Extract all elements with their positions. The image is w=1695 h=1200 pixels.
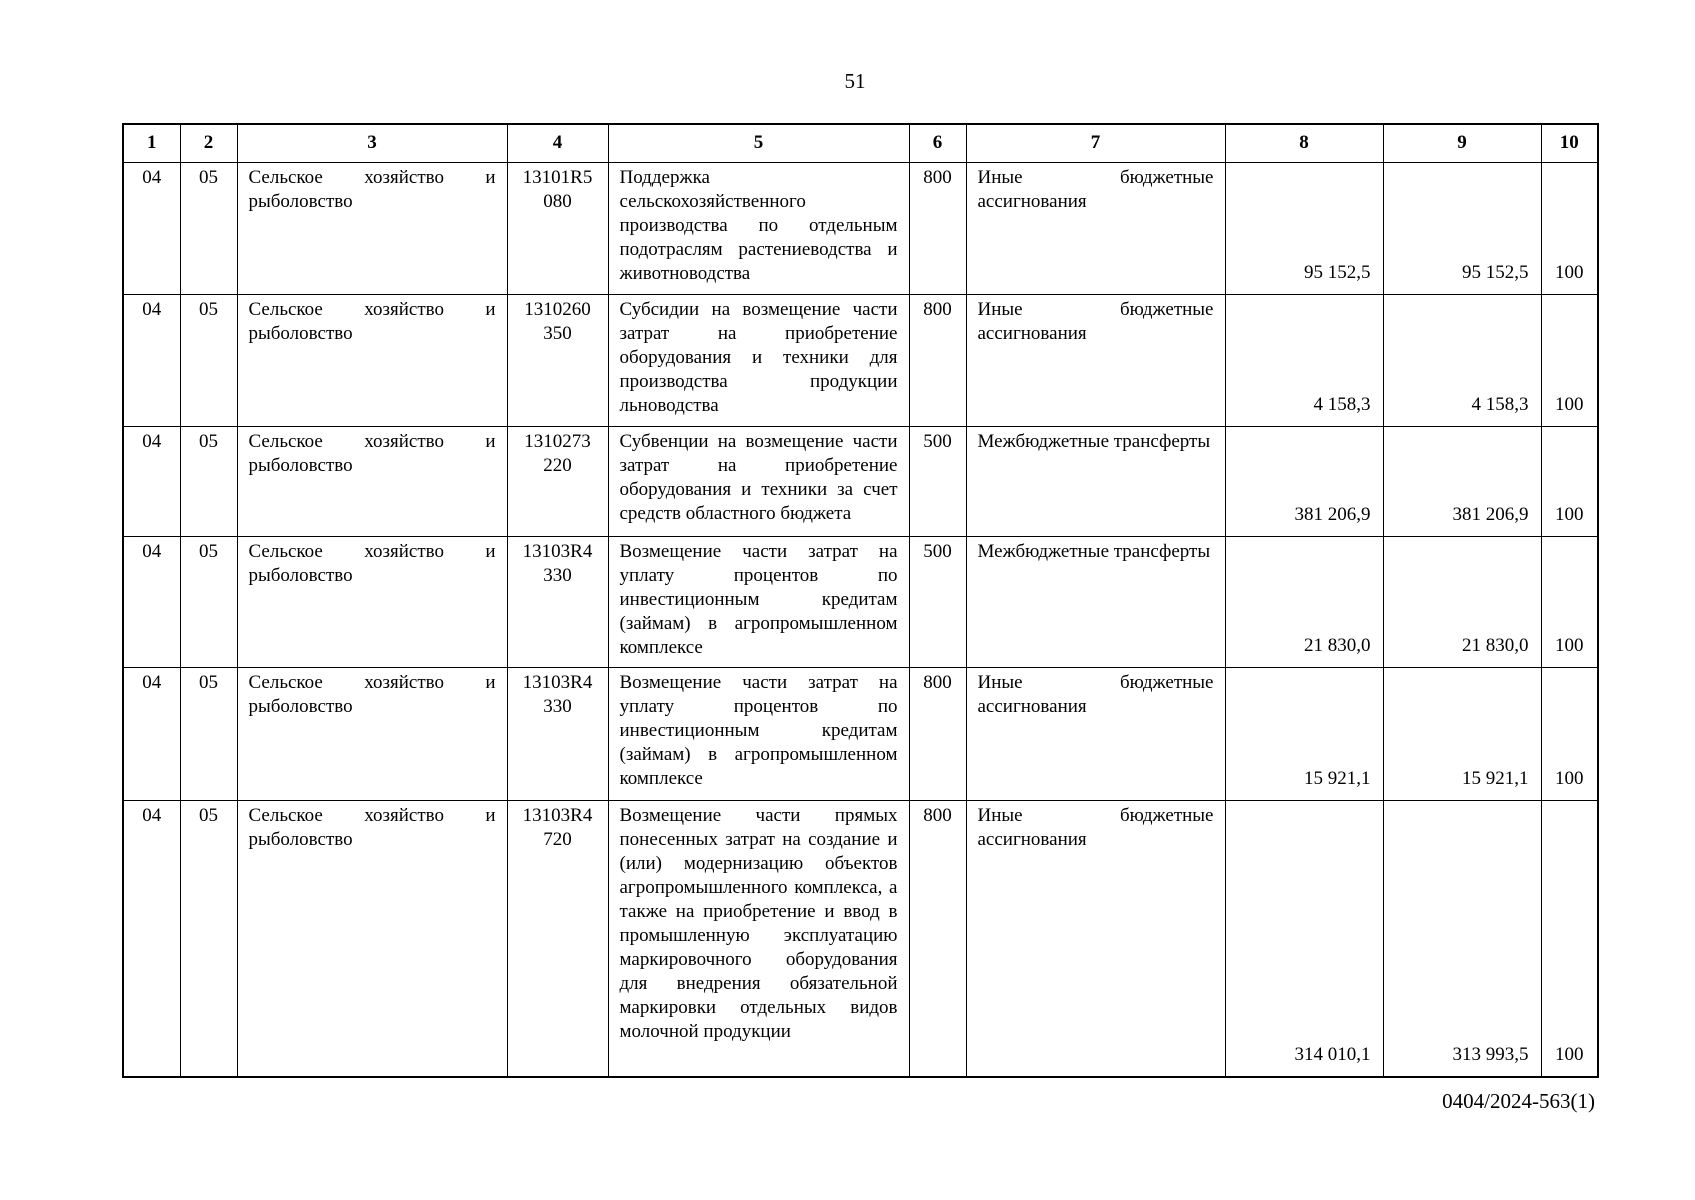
cell-col-4: 13103R4 720 <box>507 800 608 1077</box>
cell-col-7: Иные бюджетные ассигнования <box>966 800 1225 1077</box>
cell-col-1: 04 <box>123 162 180 294</box>
table-row <box>123 294 1598 426</box>
cell-col-9: 95 152,5 <box>1383 162 1541 294</box>
cell-col-3: Сельское хозяйство и рыболовство <box>237 426 507 536</box>
cell-col-5: Возмещение части затрат на уплату процентов по инвестиционным кредитам (займам) в агропромышленном комплексе <box>608 536 909 667</box>
cell-col-6: 500 <box>909 426 966 536</box>
table-row <box>123 667 1598 800</box>
cell-col-2: 05 <box>180 426 237 536</box>
cell-col-9: 381 206,9 <box>1383 426 1541 536</box>
cell-col-4: 1310273 220 <box>507 426 608 536</box>
cell-col-9: 21 830,0 <box>1383 536 1541 667</box>
cell-col-10: 100 <box>1541 294 1598 426</box>
cell-col-1: 04 <box>123 800 180 1077</box>
cell-col-8: 95 152,5 <box>1225 162 1383 294</box>
cell-col-5: Возмещение части затрат на уплату процентов по инвестиционным кредитам (займам) в агропромышленном комплексе <box>608 667 909 800</box>
cell-col-8: 314 010,1 <box>1225 800 1383 1077</box>
cell-col-9: 15 921,1 <box>1383 667 1541 800</box>
cell-col-3: Сельское хозяйство и рыболовство <box>237 294 507 426</box>
cell-col-6: 800 <box>909 162 966 294</box>
cell-col-10: 100 <box>1541 426 1598 536</box>
cell-col-4: 1310260 350 <box>507 294 608 426</box>
cell-col-1: 04 <box>123 536 180 667</box>
page-number: 51 <box>844 69 866 93</box>
cell-col-8: 4 158,3 <box>1225 294 1383 426</box>
cell-col-4: 13103R4 330 <box>507 536 608 667</box>
cell-col-1: 04 <box>123 294 180 426</box>
header-col-1: 1 <box>123 124 180 162</box>
cell-col-3: Сельское хозяйство и рыболовство <box>237 536 507 667</box>
budget-table <box>122 123 1599 1078</box>
header-col-9: 9 <box>1383 124 1541 162</box>
cell-col-6: 800 <box>909 667 966 800</box>
table-row <box>123 536 1598 667</box>
cell-col-2: 05 <box>180 800 237 1077</box>
cell-col-10: 100 <box>1541 162 1598 294</box>
cell-col-2: 05 <box>180 162 237 294</box>
cell-col-3: Сельское хозяйство и рыболовство <box>237 162 507 294</box>
cell-col-5: Возмещение части прямых понесенных затрат на создание и (или) модернизацию объектов агропромышленного комплекса, а также на приобретение и ввод в промышленную эксплуатацию маркировочного оборудования для внедрения обязательной маркировки отдельных видов молочной продукции <box>608 800 909 1077</box>
cell-col-8: 15 921,1 <box>1225 667 1383 800</box>
cell-col-4: 13101R5 080 <box>507 162 608 294</box>
header-col-5: 5 <box>608 124 909 162</box>
table-row <box>123 426 1598 536</box>
header-col-3: 3 <box>237 124 507 162</box>
cell-col-10: 100 <box>1541 536 1598 667</box>
cell-col-7: Иные бюджетные ассигнования <box>966 667 1225 800</box>
cell-col-5: Субсидии на возмещение части затрат на приобретение оборудования и техники для производства продукции льноводства <box>608 294 909 426</box>
cell-col-6: 800 <box>909 294 966 426</box>
table-row <box>123 162 1598 294</box>
header-col-2: 2 <box>180 124 237 162</box>
cell-col-7: Межбюджетные трансферты <box>966 426 1225 536</box>
cell-col-8: 381 206,9 <box>1225 426 1383 536</box>
cell-col-1: 04 <box>123 426 180 536</box>
header-col-4: 4 <box>507 124 608 162</box>
cell-col-4: 13103R4 330 <box>507 667 608 800</box>
cell-col-2: 05 <box>180 536 237 667</box>
cell-col-3: Сельское хозяйство и рыболовство <box>237 800 507 1077</box>
cell-col-5: Поддержка сельскохозяйственного производства по отдельным подотраслям растениеводства и животноводства <box>608 162 909 294</box>
cell-col-7: Иные бюджетные ассигнования <box>966 294 1225 426</box>
cell-col-10: 100 <box>1541 667 1598 800</box>
table-header-row <box>123 124 1598 162</box>
table-row <box>123 800 1598 1077</box>
cell-col-2: 05 <box>180 294 237 426</box>
cell-col-9: 313 993,5 <box>1383 800 1541 1077</box>
header-col-6: 6 <box>909 124 966 162</box>
cell-col-6: 800 <box>909 800 966 1077</box>
cell-col-10: 100 <box>1541 800 1598 1077</box>
cell-col-9: 4 158,3 <box>1383 294 1541 426</box>
cell-col-1: 04 <box>123 667 180 800</box>
cell-col-2: 05 <box>180 667 237 800</box>
cell-col-6: 500 <box>909 536 966 667</box>
cell-col-3: Сельское хозяйство и рыболовство <box>237 667 507 800</box>
cell-col-7: Межбюджетные трансферты <box>966 536 1225 667</box>
header-col-10: 10 <box>1541 124 1598 162</box>
cell-col-5: Субвенции на возмещение части затрат на приобретение оборудования и техники за счет средств областного бюджета <box>608 426 909 536</box>
table-body <box>123 162 1598 1077</box>
document-code: 0404/2024-563(1) <box>1442 1089 1595 1113</box>
cell-col-8: 21 830,0 <box>1225 536 1383 667</box>
header-col-7: 7 <box>966 124 1225 162</box>
header-col-8: 8 <box>1225 124 1383 162</box>
cell-col-7: Иные бюджетные ассигнования <box>966 162 1225 294</box>
